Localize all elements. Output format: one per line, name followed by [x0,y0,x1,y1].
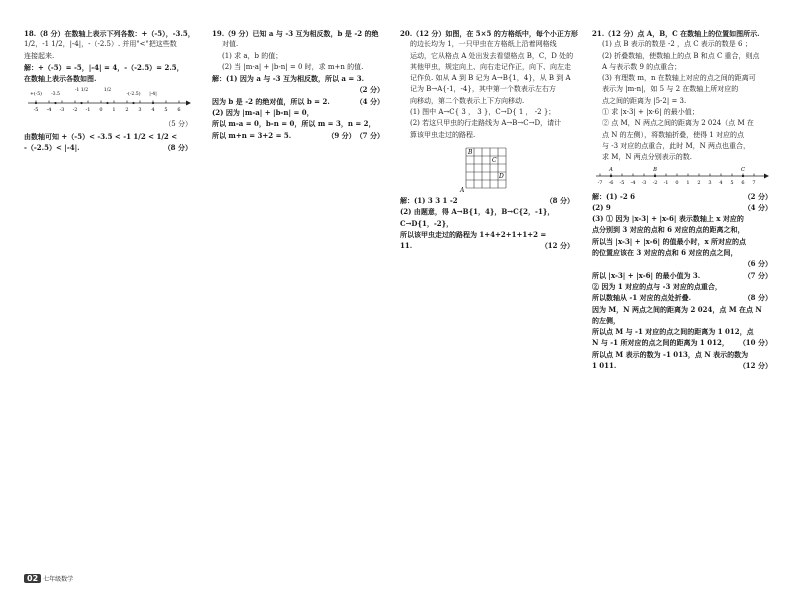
q18-tick-label: 5 [164,107,168,114]
q21-number-line [592,166,772,188]
q18-point [54,102,56,104]
q18-solution-2: 在数轴上表示各数如图. [24,74,97,84]
q20-line-7: 向移动，第二个数表示上下方向移动. [410,96,525,105]
q18-point-label: -(-2.5) [126,92,141,98]
q21-solution-text: 所以 |x-3| + |x-6| 的最小值为 3. [592,270,701,280]
q21-solution-line [592,304,772,315]
q21-solution-text: 因为 M，N 两点之间的距离为 2 024，点 M 在点 N [592,304,762,314]
footer-brand: 七年级数学 [43,576,74,583]
q18-point [132,102,134,104]
grid-label-c: C [492,156,497,164]
q21-solution-line [592,191,772,202]
q21-tick-label: 5 [730,179,734,186]
q21-line-8: ① 求 |x-3| + |x-6| 的最小值； [602,108,699,117]
q21-solution-line [592,281,772,292]
q18-number-line [24,86,192,116]
q21-solution-score: （8 分） [743,293,772,303]
q21-line-7: 点之间的距离为 |5-2| = 3. [602,96,687,105]
question-20 [400,28,578,251]
q20-solution-line [400,240,574,251]
q20-line-2: 的边长均为 1，一只甲虫在方格纸上沿着网格线 [410,40,557,49]
q21-solution-line [592,360,772,371]
q18-tick-label: -3 [59,107,65,114]
q18-tick-label: 3 [138,107,142,114]
q21-line-10: 点 N 的左侧），将数轴折叠，使得 1 对应的点 [602,130,744,139]
q21-solution-text: 的左侧， [592,315,620,325]
q20-solution-text: (2) 由题意，得 A→B{1，4}，B→C{2，-1}， [400,207,555,217]
q19-line-2: 对值. [222,40,239,49]
q21-line-6: 表示为 |m-n|，如 5 与 2 在数轴上所对应的 [602,85,739,94]
q20-solution-score: （12 分） [540,241,574,251]
q21-tick-label: -5 [619,179,625,186]
q18-point [80,102,82,104]
q21-solution-line [592,236,772,247]
q19-solution-line [212,84,384,95]
q20-solution-text: 解：(1) 3 3 1 -2 [400,195,458,205]
q21-solution [592,191,772,372]
q21-solution-line [592,337,772,348]
q21-point [654,174,656,176]
q21-solution-score: （12 分） [738,361,772,371]
q19-solution-line [212,107,384,118]
q21-solution-text: 解：(1) -2 6 [592,191,636,201]
q18-point-label: |-4| [149,92,157,98]
q21-point-label: B [653,166,657,173]
q21-solution-text: 1 011. [592,361,617,371]
q18-tick-label: -2 [72,107,78,114]
q20-solution [400,195,574,251]
q19-solution-text: 因为 b 是 -2 的绝对值，所以 b = 2. [212,96,330,106]
q21-tick-label: -3 [641,179,647,186]
q21-line-12: 求 M，N 两点分别表示的数. [602,153,692,162]
q18-point [106,102,108,104]
q19-solution-score: （9 分） [327,130,356,140]
q21-line-9: ② 点 M，N 两点之间的距离为 2 024（点 M 在 [602,119,754,128]
q21-solution-text: ② 因为 1 对应的点与 -3 对应的点重合， [592,281,722,291]
q21-solution-line [592,224,772,235]
q20-line-1: 20.（12 分）如图，在 5×5 的方格纸中，每个小正方形 [400,29,578,38]
q21-solution-line [592,213,772,224]
q18-axis-arrow [186,101,191,106]
q21-tick-label: 7 [752,179,756,186]
q18-line-2: 1/2，-1 1/2，|-4|，-（-2.5）. 并用"<"把这些数 [24,40,177,49]
q18-tick-label: 6 [177,107,181,114]
q18-solution-1: 解：+（-5）= -5，|-4| = 4，-（-2.5）= 2.5， [24,62,184,72]
q19-solution-score: （7 分） [355,130,384,140]
q18-tick-label: 0 [99,107,103,114]
q18-point-label: 1/2 [103,88,112,94]
grid-label-a: A [460,186,465,193]
q21-tick-label: -1 [663,179,669,186]
q20-line-4: 其他甲虫，规定向上、向右走记作正，向下、向左走 [410,62,571,71]
q21-tick-label: 2 [697,179,701,186]
q18-point-label: +(-5) [30,92,42,98]
q21-solution-line [592,326,772,337]
q18-point [35,102,37,104]
q19-solution-line [212,73,384,84]
q18-line-1: 18.（8 分）在数轴上表示下列各数：+（-5），-3.5， [24,29,195,38]
q21-solution-text: 的位置应该在 3 对应的点和 6 对应的点之间， [592,248,738,258]
q21-point-label: A [609,166,613,173]
q20-line-6: 记为 B→A{-1，-4}，其中第一个数表示左右方 [410,85,556,94]
q19-solution-line [212,96,384,107]
q19-solution-text [212,85,214,94]
q21-solution-text: N 与 -1 所对应的点之间的距离为 1 012， [592,338,729,348]
q18-tick-label: -5 [33,107,39,114]
q20-solution-line [400,195,574,206]
q20-line-9: (2) 若这只甲虫的行走路线为 A→B→C→D，请计 [410,119,562,128]
question-19 [212,28,384,141]
q19-solution-score: （2 分） [355,85,384,95]
q21-tick-label: 6 [741,179,745,186]
q19-solution-text: (2) 因为 |m-a| + |b-n| = 0， [212,108,314,118]
q21-solution-text: 点分别到 3 对应的点和 6 对应的点的距离之和， [592,225,745,235]
q21-line-1: 21.（12 分）点 A，B，C 在数轴上的位置如图所示. [592,29,760,38]
q18-point [152,102,154,104]
q21-solution-text: 所以点 M 与 -1 对应的点之间的距离为 1 012，点 [592,327,754,337]
q21-solution-text: 所以当 |x-3| + |x-6| 的值最小时，x 所对应的点 [592,236,747,246]
q21-solution-score: （6 分） [743,259,772,269]
q20-line-10: 算该甲虫走过的路程. [410,130,476,139]
q21-point [610,174,612,176]
q21-solution-line [592,258,772,269]
q21-solution-line [592,270,772,281]
question-21 [592,28,772,371]
grid-label-d: D [499,172,504,180]
page-number: 02 [24,574,41,583]
q19-solution [212,73,384,141]
q18-tick-label: 1 [112,107,116,114]
q21-tick-label: -7 [597,179,603,186]
q19-solution-text: 所以 m+n = 3+2 = 5. [212,130,292,140]
q20-solution-text: 所以该甲虫走过的路程为 1+4+2+1+1+2 = [400,229,547,239]
q20-line-3: 运动，它从格点 A 处出发去看望格点 B，C，D 处的 [410,51,574,60]
q18-line-3: 连接起来. [24,51,55,60]
q18-tick-label: -4 [46,107,52,114]
q21-solution-score: （10 分） [738,338,772,348]
q20-grid-figure [458,143,508,193]
q20-solution-text: C→D{1，-2}， [400,218,454,228]
q21-solution-score: （7 分） [743,270,772,280]
q21-line-3: (2) 折叠数轴，使数轴上的点 B 和点 C 重合，则点 [602,51,760,60]
q21-solution-score: （2 分） [743,191,772,201]
q21-line-5: (3) 有理数 m，n 在数轴上对应的点之间的距离可 [602,74,756,83]
q20-line-5: 记作负. 如从 A 到 B 记为 A→B{1，4}，从 B 到 A [410,74,571,83]
q21-line-2: (1) 点 B 表示的数是 -2 ，点 C 表示的数是 6 ； [602,40,752,49]
q20-solution-text: 11. [400,241,413,251]
q21-solution-text: (3) ① 因为 |x-3| + |x-6| 表示数轴上 x 对应的 [592,214,744,224]
q21-solution-text [592,259,594,268]
q21-tick-label: 0 [675,179,679,186]
q19-solution-text: 所以 m-a = 0，b-n = 0，所以 m = 3，n = 2， [212,119,376,129]
q21-tick-label: -2 [652,179,658,186]
q18-tick-label: 4 [151,107,155,114]
q18-score-2: （8 分） [163,143,192,153]
q18-point-label: -3.5 [51,92,60,98]
q21-tick-label: -6 [608,179,614,186]
q21-tick-label: 3 [708,179,712,186]
q19-solution-text: 解：(1) 因为 a 与 -3 互为相反数，所以 a = 3. [212,74,365,84]
page-footer [24,574,73,583]
q21-line-4: A 与表示数 9 的点重合； [602,62,682,71]
q21-solution-line [592,315,772,326]
q18-point-label: -1 1/2 [74,88,89,94]
q21-solution-score: （4 分） [743,202,772,212]
q18-conclusion-2: -（-2.5）< |-4|. [24,143,80,153]
q21-solution-line [592,202,772,213]
q20-solution-line [400,229,574,240]
q21-line-11: 与 -3 对应的点重合，此时 M，N 两点也重合， [602,141,751,150]
q18-tick-label: -1 [85,107,91,114]
q19-solution-score: （4 分） [355,96,384,106]
q21-solution-text: 所以数轴从 -1 对应的点处折叠. [592,293,692,303]
q19-line-3: (1) 求 a，b 的值； [222,51,283,60]
q21-tick-label: -4 [630,179,636,186]
q18-score-1: （5 分） [164,120,192,129]
q19-line-4: (2) 当 |m-a| + |b-n| = 0 时，求 m+n 的值. [222,62,364,71]
q20-solution-line [400,218,574,229]
q20-line-8: (1) 图中 A→C{ 3 ， 3 }，C→D{ 1 ， -2 }； [410,108,556,117]
q18-conclusion-1: 由数轴可知 +（-5）< -3.5 < -1 1/2 < 1/2 < [24,131,178,141]
q21-tick-label: 4 [719,179,723,186]
q21-solution-text: (2) 9 [592,202,611,212]
q20-solution-score: （8 分） [545,195,574,205]
q18-tick-label: 2 [125,107,129,114]
q21-axis-arrow [764,173,769,178]
q19-line-1: 19.（9 分）已知 a 与 -3 互为相反数，b 是 -2 的绝 [212,29,379,38]
q21-solution-text: 所以点 M 表示的数为 -1 013，点 N 表示的数为 [592,349,749,359]
q21-solution-line [592,349,772,360]
q20-solution-line [400,206,574,217]
q21-solution-line [592,247,772,258]
q21-tick-label: 1 [686,179,690,186]
question-18 [24,28,195,153]
grid-label-b: B [468,148,473,156]
q21-point-label: C [741,166,745,173]
q21-point [742,174,744,176]
q21-solution-line [592,292,772,303]
